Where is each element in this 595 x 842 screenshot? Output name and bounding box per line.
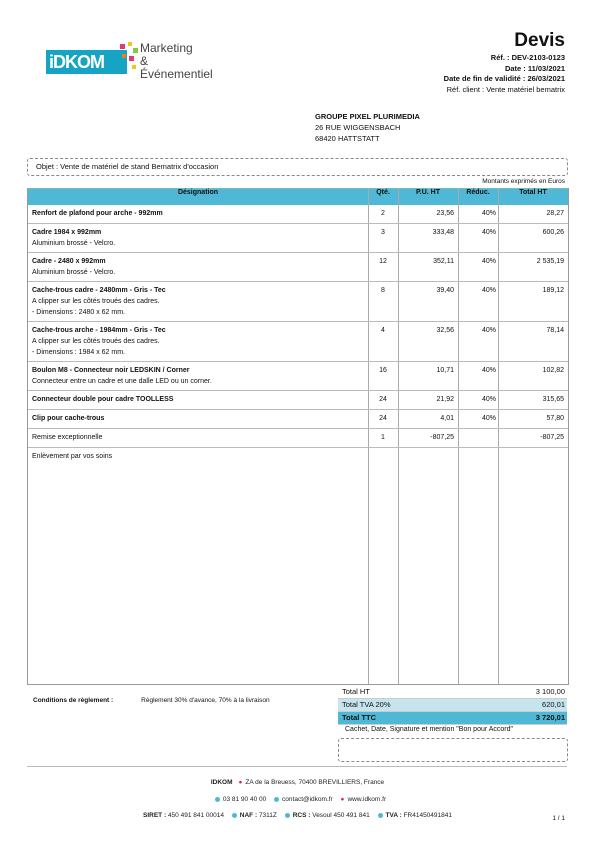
company-logo [46,28,211,80]
client-address [315,111,420,144]
confetti-icon [118,42,140,72]
document-title: Devis [514,30,565,51]
row-qty: 16 [379,367,387,374]
footer-web[interactable]: www.idkom.fr [347,796,387,803]
total-ttc-value: 3 720,01 [535,713,565,722]
signature-box[interactable] [338,738,568,762]
row-designation [32,285,364,318]
row-designation [32,208,364,219]
items-table [27,188,569,685]
conditions-label: Conditions de règlement : [33,697,114,704]
rcs-value: Vesoul 450 491 841 [312,812,370,819]
footer-line-3 [0,812,595,819]
total-tva-label: Total TVA 20% [342,700,391,709]
table-row [28,282,568,322]
row-designation [32,365,364,387]
table-row [28,205,568,224]
row-total: 189,12 [542,287,564,294]
row-unit-price: 4,01 [440,415,454,422]
totals-block [338,686,567,725]
footer-company: IDKOM [210,779,233,786]
bullet-icon [232,813,237,818]
table-row [28,362,568,391]
row-qty: 3 [381,229,385,236]
row-total: 315,65 [542,396,564,403]
row-description: Aluminium brossé - Velcro. [32,269,116,276]
email-icon [274,797,279,802]
row-total: 78,14 [546,327,564,334]
table-row [28,322,568,362]
row-discount: 40% [481,415,496,422]
bullet-icon [285,813,290,818]
row-discount: 40% [481,287,496,294]
row-designation [32,325,364,358]
quote-subject-text: Objet : Vente de matériel de stand Bematrix d'occasion [36,162,219,171]
row-designation [32,432,364,443]
footer-email[interactable]: contact@idkom.fr [282,796,333,803]
client-name: GROUPE PIXEL PLURIMEDIA [315,112,420,121]
row-total: 600,26 [542,229,564,236]
row-title: Boulon M8 - Connecteur noir LEDSKIN / Corner [32,367,190,374]
naf-label: NAF : [239,812,258,819]
row-discount: 40% [481,396,496,403]
row-unit-price: -807,25 [430,434,454,441]
row-description: - Dimensions : 1984 x 62 mm. [32,349,125,356]
rcs-label: RCS : [292,812,311,819]
total-ttc-row [338,712,567,725]
row-unit-price: 352,11 [433,258,454,265]
ref-value: DEV-2103-0123 [511,53,565,62]
table-row [28,253,568,282]
bullet-icon [378,813,383,818]
table-row [28,410,568,429]
footer-line-1 [0,779,595,786]
client-ref: Réf. client : Vente matériel bematrix [446,84,565,94]
naf-value: 7311Z [258,812,277,819]
page-number: 1 / 1 [552,815,565,822]
siret-label: SIRET : [143,812,167,819]
row-title: Cadre 1984 x 992mm [32,229,102,236]
siret-value: 450 491 841 00014 [167,812,224,819]
row-discount: 40% [481,229,496,236]
row-designation [32,256,364,278]
validity-value: 26/03/2021 [527,74,565,83]
row-qty: 1 [381,434,385,441]
row-unit-price: 39,40 [436,287,454,294]
row-designation [32,227,364,249]
row-qty: 4 [381,327,385,334]
header-reduc: Réduc. [466,189,490,196]
row-unit-price: 23,56 [436,210,454,217]
payment-conditions [33,697,270,704]
table-header [28,188,568,205]
logo-tagline-2: & Événementiel [140,54,213,81]
row-designation [32,394,364,405]
row-total: 57,80 [546,415,564,422]
total-ht-row [338,686,567,699]
row-title: Cadre - 2480 x 992mm [32,258,106,265]
tva-label: TVA : [385,812,402,819]
row-discount: 40% [481,367,496,374]
quote-subject [27,158,568,176]
table-row [28,391,568,410]
row-unit-price: 21,92 [436,396,454,403]
date-value: 11/03/2021 [527,63,565,73]
footer-divider [27,766,567,767]
row-qty: 12 [379,258,387,265]
phone-icon [215,797,220,802]
row-total: -807,25 [540,434,564,441]
conditions-value: Règlement 30% d'avance, 70% à la livraison [141,697,270,704]
client-street: 26 RUE WIGGENSBACH [315,123,401,132]
row-title: Renfort de plafond pour arche - 992mm [32,210,163,217]
row-description: A clipper sur les côtés troués des cadres. [32,338,160,345]
logo-tagline-1: Marketing [140,41,193,55]
row-discount: 40% [481,258,496,265]
table-row [28,429,568,448]
row-title: Enlèvement par vos soins [32,453,113,460]
client-city: 68420 HATTSTATT [315,134,380,143]
row-title: Remise exceptionnelle [32,434,103,441]
currency-note: Montants exprimés en Euros [482,178,565,185]
row-title: Cache-trous cadre - 2480mm - Gris - Tec [32,287,166,294]
row-designation [32,451,364,462]
row-discount: 40% [481,327,496,334]
row-unit-price: 333,48 [432,229,454,236]
total-tva-value: 620,01 [542,700,565,709]
row-total: 28,27 [546,210,564,217]
total-tva-row [338,699,567,712]
table-row [28,224,568,253]
row-qty: 8 [381,287,385,294]
footer-phone: 03 81 90 40 00 [222,796,267,803]
row-unit-price: 32,56 [436,327,454,334]
header-qty: Qté. [376,189,390,196]
header-pu: P.U. HT [416,189,440,196]
location-pin-icon: ● [238,779,243,786]
row-unit-price: 10,71 [436,367,454,374]
total-ht-label: Total HT [342,687,370,696]
logo-wordmark: iDKOM [46,50,127,74]
date-label: Date : [504,63,526,73]
total-ht-value: 3 100,00 [535,687,565,696]
row-total: 102,82 [542,367,564,374]
row-qty: 24 [379,396,387,403]
row-description: Aluminium brossé - Velcro. [32,240,116,247]
header-designation: Désignation [177,189,219,196]
table-row [28,448,568,466]
row-qty: 24 [379,415,387,422]
row-description: A clipper sur les côtés troués des cadres. [32,298,160,305]
row-title: Cache-trous arche - 1984mm - Gris - Tec [32,327,166,334]
row-title: Connecteur double pour cadre TOOLLESS [32,396,174,403]
validity-label: Date de fin de validité : [443,74,526,83]
row-qty: 2 [381,210,385,217]
footer-line-2 [0,796,595,803]
document-meta [444,53,565,95]
total-ttc-label: Total TTC [342,713,377,722]
row-total: 2 535,19 [536,258,564,265]
row-designation [32,413,364,424]
signature-note: Cachet, Date, Signature et mention "Bon pour Accord" [345,726,514,733]
row-description: - Dimensions : 2480 x 62 mm. [32,309,125,316]
logo-tagline [140,42,213,81]
row-title: Clip pour cache-trous [32,415,105,422]
web-icon: ● [340,796,345,803]
tva-value: FR41450491841 [403,812,452,819]
row-description: Connecteur entre un cadre et une dalle LED ou un corner. [32,378,212,385]
row-discount: 40% [481,210,496,217]
header-total: Total HT [519,189,547,196]
footer-address: ZA de la Breuess, 70400 BREVILLIERS, France [245,779,385,786]
ref-label: Réf. : [490,53,510,62]
